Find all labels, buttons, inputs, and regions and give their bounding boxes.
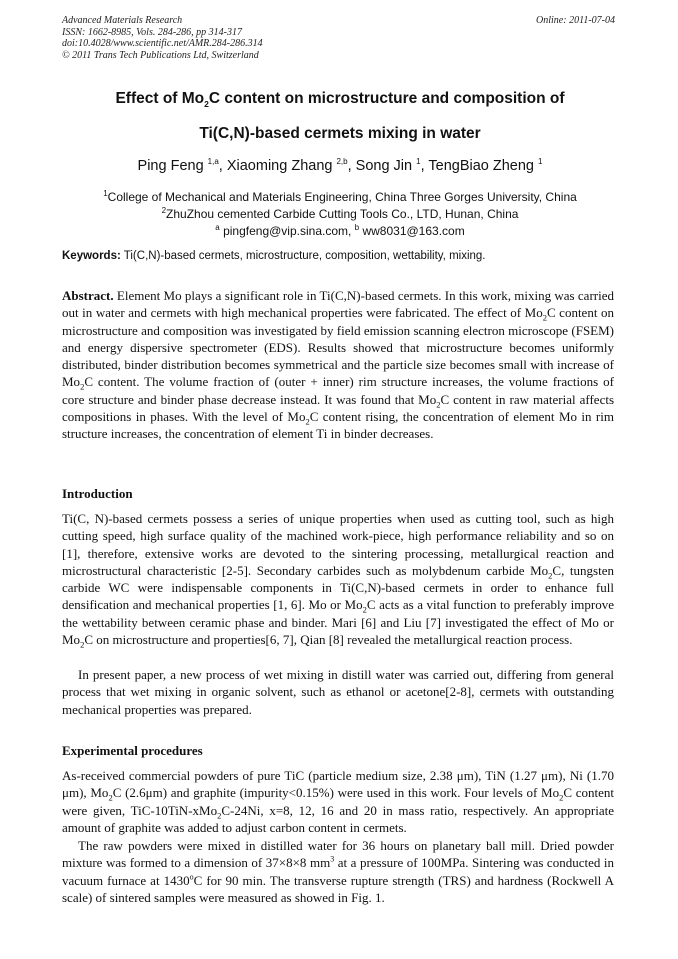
paper-title-line-2: Ti(C,N)-based cermets mixing in water [199, 125, 481, 142]
keywords-label: Keywords: [62, 250, 121, 262]
affiliation-1: $^1$College of Mechanical and Materials Engineering, China Three Gorges University, China [103, 189, 577, 204]
experimental-paragraph-1: As-received commercial powders of pure TiC (particle medium size, 2.38 μm), TiN (1.27 μm), Ni (1.70 μm), $Mo_2C$ (2.6μm) and graphite (impurity<0.15%) were used in this work. Four levels of $Mo_2C$ content were given, TiC-10TiN-xMo$_2$C-24Ni, x=8, 12, 16 and 20 in mass ratio, respectively. An appropriate amount of graphite was added to adjust carbon content in cermets. [62, 768, 615, 835]
author-list: Ping Feng $^{1,a}$, Xiaoming Zhang $^{2,b}$, Song Jin $^1$, TengBiao Zheng $^1$ [137, 157, 543, 174]
keywords: Keywords: Ti(C,N)-based cermets, microstructure, composition, wettability, mixing. [62, 250, 486, 262]
doi-line: doi:10.4028/www.scientific.net/AMR.284-286.314 [62, 38, 263, 49]
author-emails: $^a$ pingfeng@vip.sina.com, $^b$ ww8031@163.com [215, 223, 465, 238]
issn-line: ISSN: 1662-8985, Vols. 284-286, pp 314-317 [62, 26, 242, 38]
paper-title-line-1: Effect of $Mo_2C$ content on microstructure and composition of [115, 90, 565, 110]
journal-name: Advanced Materials Research [62, 15, 183, 26]
introduction-paragraph-1: Ti(C, N)-based cermets possess a series of unique properties when used as cutting tool, such as high cutting speed, high surface quality of the machined work-piece, high performance reliability and so on [1], therefore, extensive works are devoted to the sintering processing, metallurgical reaction and microstructural characteristic [2-5]. Secondary carbides such as molybdenum carbide $Mo_2C$, tungsten carbide WC were indispensable components in Ti(C,N)-based cermets in order to enhance full densification and mechanical properties [1, 6]. Mo or $Mo_2C$ acts as a vital function to preferably improve the wettability between ceramic phase and binder. Mari [6] and Liu [7] investigated the effect of Mo or $Mo_2C$ on microstructure and properties[6, 7], Qian [8] revealed the metallurgical reaction process. [62, 511, 614, 650]
abstract-label: Abstract. [62, 288, 114, 303]
affiliation-2: $^2$ZhuZhou cemented Carbide Cutting Tools Co., LTD, Hunan, China [161, 206, 519, 221]
experimental-paragraph-2: The raw powders were mixed in distilled water for 36 hours on planetary ball mill. Dried powder mixture was formed to a dimension of 37×8×8 $mm^3$ at a pressure of 100MPa. Sintering was conducted in vacuum furnace at 1430$^o$C for 90 min. The transverse rupture strength (TRS) and hardness (Rockwell A scale) of sintered samples were measured as showed in Fig. 1. [62, 838, 614, 905]
introduction-heading: Introduction [62, 486, 133, 501]
online-date: Online: 2011-07-04 [536, 15, 615, 26]
copyright-line: © 2011 Trans Tech Publications Ltd, Switzerland [62, 49, 259, 61]
experimental-heading: Experimental procedures [62, 743, 203, 758]
introduction-paragraph-2: In present paper, a new process of wet mixing in distill water was carried out, differing from general process that wet mixing in organic solvent, such as ethanol or acetone[2-8], cermets with outstanding mechanical properties was prepared. [62, 667, 614, 717]
journal-header [62, 15, 618, 61]
abstract-paragraph: Abstract. Element Mo plays a significant role in Ti(C,N)-based cermets. In this work, mixing was carried out in water and cermets with high mechanical properties were fabricated. The effect of $Mo_2C$ content on microstructure and composition was investigated by field emission scanning electron microscope (FSEM) and energy dispersive spectrometer (EDS). Results showed that microstructure becomes uniformly distributed, binder distribution becomes symmetrical and the particle size becomes small with increase of $Mo_2C$ content. The volume fraction of (outer + inner) rim structure increases, the volume fractions of core structure and binder phase decrease instead. It was found that $Mo_2C$ content in raw material affects compositions in phases. With the level of $Mo_2C$ content rising, the concentration of element Mo in rim structure increases, the concentration of element Ti in binder decreases. [62, 288, 615, 442]
